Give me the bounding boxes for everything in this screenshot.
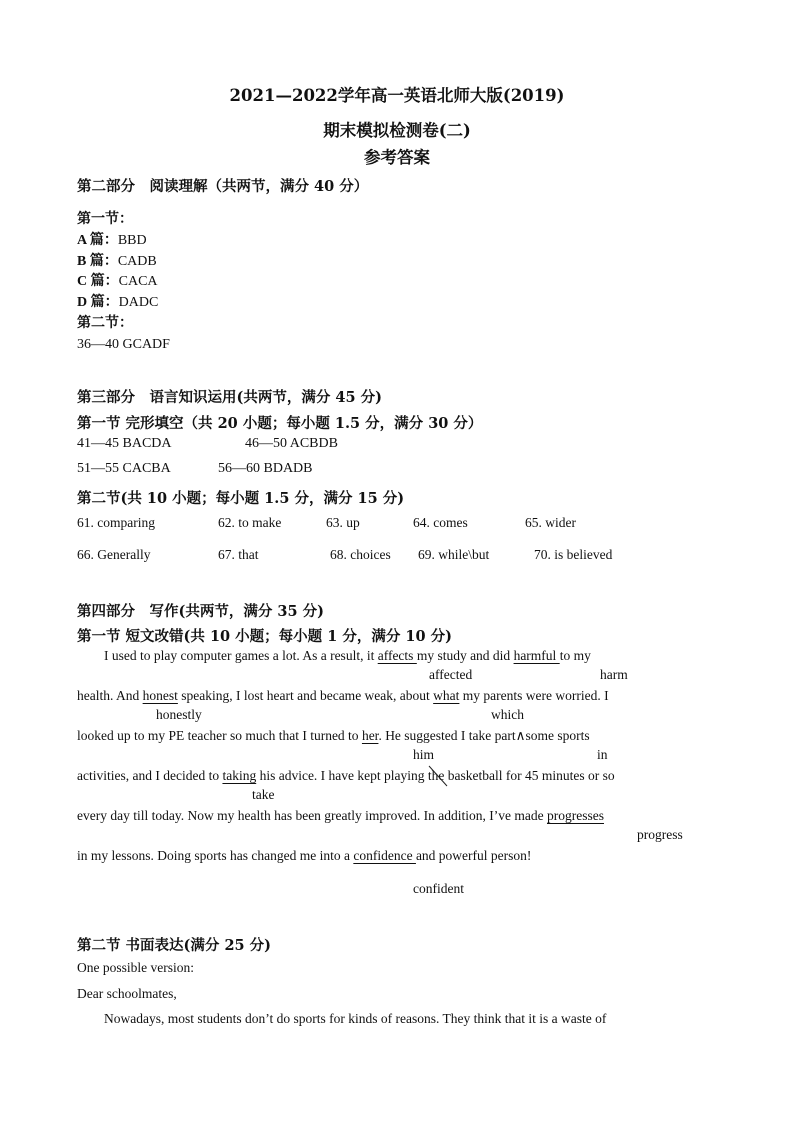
correction-him: him (413, 747, 435, 762)
grammar-answer-62: 62. to make (218, 515, 282, 530)
reading-answer-a: A 篇：BBD (77, 233, 147, 248)
correction-honestly: honestly (156, 707, 202, 722)
grammar-answer-66: 66. Generally (77, 547, 151, 562)
correction-in: in (597, 747, 608, 762)
grammar-answer-70: 70. is believed (534, 547, 613, 562)
writing-heading: 第四部分 写作(共两节，满分 35 分) (77, 603, 324, 620)
correction-harm: harm (600, 667, 628, 682)
passage-line-3: looked up to my PE teacher so much that I turned to her. He suggested I take part∧some sports (77, 728, 590, 743)
cloze-answer-51-55: 51—55 CACBA (77, 461, 171, 476)
cloze-heading: 第一节 完形填空（共 20 小题；每小题 1.5 分，满分 30 分） (77, 415, 483, 432)
grammar-answer-61: 61. comparing (77, 515, 155, 530)
doc-title-line2: 期末模拟检测卷(二) (323, 121, 471, 140)
reading-answer-d: D 篇：DADC (77, 295, 159, 310)
cloze-answer-41-45: 41—45 BACDA (77, 436, 172, 451)
essay-line-1: Nowadays, most students don’t do sports for kinds of reasons. They think that it is a waste of (104, 1011, 607, 1026)
passage-line-4: activities, and I decided to taking his advice. I have kept playing the basketball for 45 minutes or so (77, 768, 717, 784)
grammar-answer-64: 64. comes (413, 515, 468, 530)
grammar-answer-65: 65. wider (525, 515, 576, 530)
error-progresses: progresses (546, 808, 604, 823)
correction-affected: affected (429, 667, 473, 682)
correction-heading: 第一节 短文改错(共 10 小题；每小题 1 分，满分 10 分) (77, 628, 453, 645)
correction-confident: confident (413, 881, 464, 896)
essay-greeting: Dear schoolmates, (77, 986, 177, 1001)
correction-take: take (252, 787, 275, 802)
essay-intro: One possible version: (77, 960, 194, 975)
reading-section2-label: 第二节： (77, 315, 133, 331)
grammar-answer-69: 69. while\but (418, 547, 490, 562)
error-harmful: harmful (513, 648, 560, 663)
reading-heading: 第二部分 阅读理解（共两节，满分 40 分） (77, 178, 369, 195)
delete-mark-icon (427, 763, 449, 789)
error-her: her (361, 728, 379, 743)
language-heading: 第三部分 语言知识运用(共两节，满分 45 分) (77, 389, 382, 406)
reading-answer-c: C 篇：CACA (77, 274, 158, 289)
insert-caret: ∧ (515, 728, 526, 743)
error-affects: affects (377, 648, 417, 663)
reading-section2-answer: 36—40 GCADF (77, 337, 170, 352)
correction-progress: progress (637, 827, 683, 842)
error-taking: taking (222, 768, 257, 783)
grammar-answer-67: 67. that (218, 547, 259, 562)
grammar-answer-63: 63. up (326, 515, 360, 530)
reading-section1-label: 第一节： (77, 211, 133, 227)
passage-line-6: in my lessons. Doing sports has changed me into a confidence and powerful person! (77, 848, 532, 863)
passage-line-2: health. And honest speaking, I lost heart and became weak, about what my parents were worried. I (77, 688, 609, 703)
error-the-deleted: the (428, 768, 445, 784)
grammar-answer-68: 68. choices (330, 547, 391, 562)
error-honest: honest (142, 688, 178, 703)
reading-answer-b: B 篇：CADB (77, 254, 157, 269)
error-confidence: confidence (353, 848, 416, 863)
passage-line-5: every day till today. Now my health has been greatly improved. In addition, I’ve made progresses (77, 808, 604, 823)
passage-line-1: I used to play computer games a lot. As a result, it affects my study and did harmful to my (104, 648, 591, 663)
cloze-answer-56-60: 56—60 BDADB (218, 461, 313, 476)
doc-title-line3: 参考答案 (364, 148, 430, 167)
correction-which: which (491, 707, 524, 722)
grammar-heading: 第二节(共 10 小题；每小题 1.5 分，满分 15 分) (77, 490, 405, 507)
error-what: what (433, 688, 460, 703)
cloze-answer-46-50: 46—50 ACBDB (245, 436, 338, 451)
essay-heading: 第二节 书面表达(满分 25 分) (77, 937, 272, 954)
doc-title-line1: 2021—2022学年高一英语北师大版(2019) (229, 86, 565, 105)
